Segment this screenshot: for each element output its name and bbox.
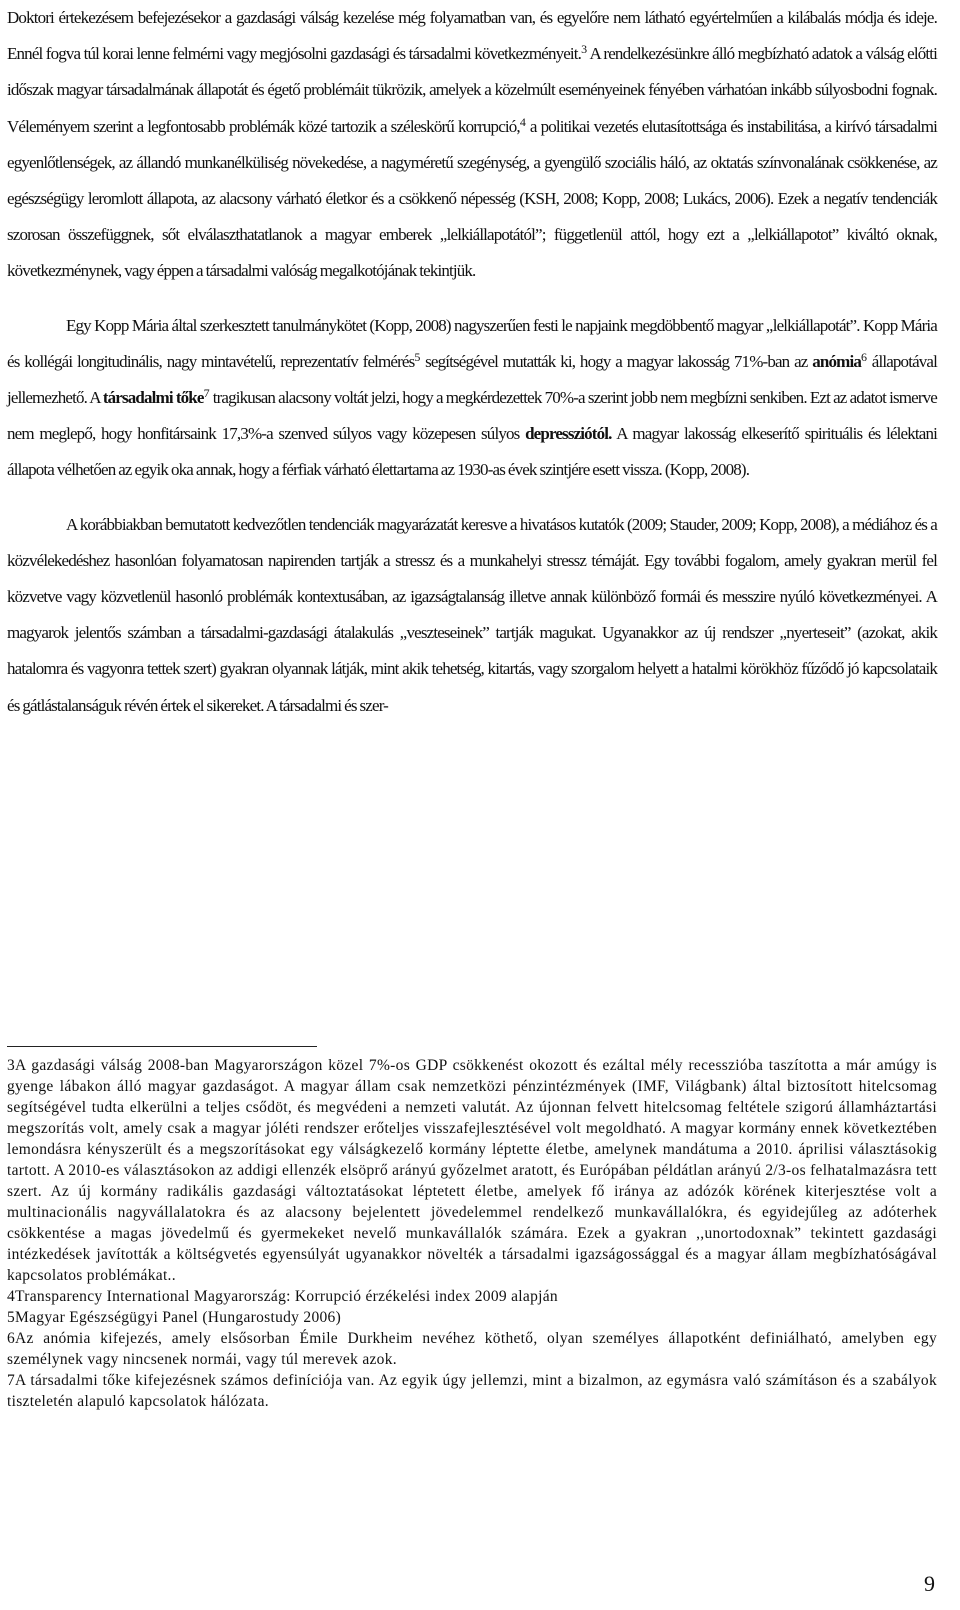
footnote-ref: 5 — [414, 349, 421, 364]
text-run: segítségével mutatták ki, hogy a magyar lakosság 71%-ban az — [420, 351, 813, 371]
paragraph-2 — [7, 308, 937, 489]
footnote-3: 3A gazdasági válság 2008-ban Magyarországon közel 7%-os GDP csökkenést okozott és ezáltal mély recesszióba taszította a már amúgy is gyenge lábakon álló magyar gazdaságot. A magyar állam csak nemzetközi pénzintézmények (IMF, Világbank) által biztosított hitelcsomag segítségével tudta elkerülni a teljes csődöt, és megvédeni a nemzeti valutát. Az újonnan felvett hitelcsomag feltétele szigorú államháztartási megszorítás volt, amely csak a magyar jóléti rendszer erőteljes visszafejlesztésével volt megoldható. A magyar kormány ennek következtében lemondásra kényszerült és a megszorításokat egy válságkezelő kormány léptette életbe, amelynek mandátuma a 2010. áprilisi választásokig tartott. A 2010-es választásokon az addigi ellenzék elsöprő arányú győzelmet aratott, és Európában példátlan arányú 2/3-os felhatalmazásra tett szert. Az új kormány radikális gazdasági változtatásokat léptetett életbe, amelyek fő iránya az adózók körének kiterjesztése volt a multinacionális nagyvállalatokra és az alacsony bejelentett jövedelemmel rendelkező munkavállalókra, és egyidejűleg az adóterhek csökkentése a magas jövedelmű és gyermekeket nevelő munkavállalók számára. Ezek a gyakran ,,unortodoxnak” tekintett gazdasági intézkedések javították a költségvetés egyensúlyát ugyanakkor növelték a társadalmi igazságossággal és a magyar állam megbízhatóságával kapcsolatos problémákat.. — [7, 1057, 937, 1284]
footnote-separator — [7, 1046, 317, 1047]
footnote-ref: 4 — [519, 114, 526, 129]
footnote-ref: 3 — [581, 42, 588, 57]
bold-term: társadalmi tőke — [102, 388, 204, 408]
text-run: állapotával jellemezhető. A — [7, 351, 937, 408]
footnote-ref: 6 — [861, 349, 867, 364]
footnote-4: 4Transparency International Magyarország: Korrupció érzékelési index 2009 alapján — [7, 1288, 558, 1305]
footnote-7: 7A társadalmi tőke kifejezésnek számos definíciója van. Az egyik úgy jellemzi, mint a bizalmon, az egymásra való számításon és a szabályok tiszteletén alapuló kapcsolatok hálózata. — [7, 1372, 937, 1410]
paragraph-3 — [7, 507, 937, 724]
page-number: 9 — [924, 1571, 935, 1596]
text-run: A korábbiakban bemutatott kedvezőtlen tendenciák magyarázatát keresve a hivatásos kutatók (2009; Stauder, 2009; Kopp, 2008), a médiához és a közvélekedéshez hasonlóan folyamatosan napirenden tartják a stressz és a munkahelyi stressz témáját. Egy további fogalom, amely gyakran merül fel közvetve vagy közvetlenül hasonló problémák kontextusában, az igazságtalanság illetve annak különböző formái és messzire nyúló következményei. A magyarok jelentős számban a társadalmi-gazdasági átalakulás ,,veszteseinek” tartják magukat. Ugyanakkor az új rendszer ,,nyerteseit” (azokat, akik hatalomra és vagyonra tettek szert) gyakran olyannak látják, mint akik tehetség, kitartás, vagy szorgalom helyett a hatalmi körökhöz fűződő jó kapcsolataik és gátlástalanságuk révén értek el sikereket. A társadalmi és szer- — [7, 514, 937, 715]
text-run: tragikusan alacsony voltát jelzi, hogy a megkérdezettek 70%-a szerint jobb nem megbízni senkiben. Ezt az adatot ismerve nem meglepő, hogy honfitársaink 17,3%-a szenved súlyos vagy közepesen súlyos — [7, 388, 938, 444]
text-run: A magyar lakosság elkeserítő spirituális és lélektani állapota vélhetően az egyik oka annak, hogy a férfiak várható élettartama az 1930-as évek szintjére esett vissza. (Kopp, 2008). — [7, 424, 937, 480]
footnote-ref: 7 — [203, 386, 210, 401]
paragraph-1 — [7, 0, 937, 290]
footnotes — [7, 1055, 937, 1412]
footnote-5: 5Magyar Egészségügyi Panel (Hungarostudy 2006) — [7, 1309, 342, 1326]
text-run: a politikai vezetés elutasítottsága és instabilitása, a kirívó társadalmi egyenlőtlenségek, az állandó munkanélküliség növekedése, a nagyméretű szegénység, a gyengülő szociális háló, az oktatás színvonalának csökkenése, az egészségügy leromlott állapota, az alacsony várható életkor és a csökkenő népesség (KSH, 2008; Kopp, 2008; Lukács, 2006). Ezek a negatív tendenciák szorosan összefüggnek, sőt elválaszthatatlanok a magyar emberek ,,lelkiállapotától”; függetlenül attól, hogy ezt a ,,lelkiállapotot” kiváltó oknak, következménynek, vagy éppen a társadalmi valóság megalkotójának tekintjük. — [7, 116, 937, 281]
footnote-6: 6Az anómia kifejezés, amely elsősorban Émile Durkheim nevéhez köthető, olyan személyes állapotként definiálható, amelyben egy személynek vagy nincsenek normái, vagy túl merevek azok. — [7, 1330, 937, 1368]
bold-term: depressziótól. — [525, 424, 612, 444]
text-run: Doktori értekezésem befejezésekor a gazdasági válság kezelése még folyamatban van, és egyelőre nem látható egyértelműen a kilábalás módja és ideje. Ennél fogva túl korai lenne felmérni vagy megjósolni gazdasági és társadalmi következményeit. — [7, 8, 937, 64]
text-run: Egy Kopp Mária által szerkesztett tanulmánykötet (Kopp, 2008) nagyszerűen festi le napjaink megdöbbentő magyar ,,lelkiállapotát”. Kopp Mária és kollégái longitudinális, nagy mintavételű, reprezentatív felmérés — [7, 315, 937, 371]
text-run: A rendelkezésünkre álló megbízható adatok a válság előtti időszak magyar társadalmának állapotát és égető problémáit tükrözik, amelyek a közelmúlt eseményeinek fényében várhatóan inkább súlyosbodni fognak. Véleményem szerint a legfontosabb problémák közé tartozik a széleskörű korrupció, — [7, 44, 938, 136]
bold-term: anómia — [812, 351, 861, 371]
body-text — [7, 0, 937, 724]
